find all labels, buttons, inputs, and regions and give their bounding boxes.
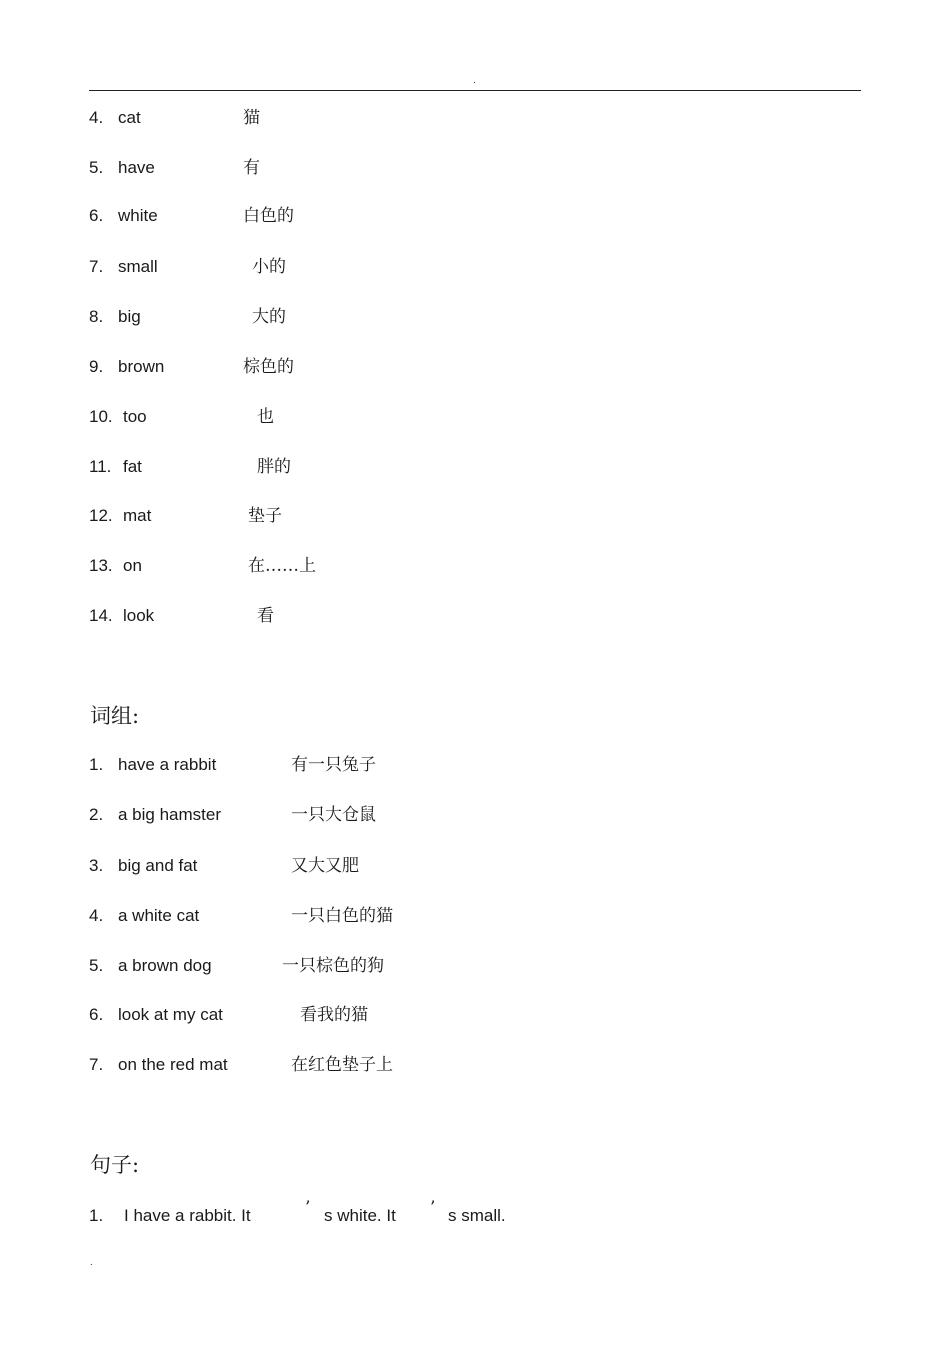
phrase-english: big and fat <box>118 856 198 875</box>
phrase-number: 1. <box>89 755 104 774</box>
phrase-row <box>0 803 950 827</box>
phrase-english: on the red mat <box>118 1055 228 1074</box>
phrase-english: a brown dog <box>118 956 212 975</box>
phrase-chinese: 一只白色的猫 <box>291 906 393 926</box>
word-row <box>0 255 950 279</box>
sentence-number: 1. <box>89 1206 104 1225</box>
word-number: 7. <box>89 257 104 276</box>
sentences-heading: 句子: <box>90 1153 140 1177</box>
sentence-part: s white. It <box>324 1206 396 1225</box>
word-english: small <box>118 257 158 276</box>
phrase-chinese: 有一只兔子 <box>291 755 376 775</box>
word-chinese: 胖的 <box>257 457 291 477</box>
word-number: 11. <box>89 457 112 476</box>
word-chinese: 也 <box>257 407 274 427</box>
phrase-chinese: 在红色垫子上 <box>291 1055 393 1075</box>
word-english: look <box>123 606 155 625</box>
sentence-row <box>0 1198 950 1228</box>
word-row <box>0 204 950 228</box>
phrase-row <box>0 904 950 928</box>
word-number: 14. <box>89 606 113 625</box>
word-english: brown <box>118 357 165 376</box>
word-row <box>0 305 950 329</box>
word-number: 13. <box>89 556 113 575</box>
phrase-row <box>0 1053 950 1077</box>
word-english: fat <box>123 457 142 476</box>
phrase-row <box>0 954 950 978</box>
phrase-english: look at my cat <box>118 1005 223 1024</box>
word-chinese: 大的 <box>252 307 286 327</box>
phrase-row <box>0 753 950 777</box>
phrase-number: 4. <box>89 906 104 925</box>
word-number: 6. <box>89 206 104 225</box>
word-chinese: 小的 <box>252 257 286 277</box>
phrase-chinese: 看我的猫 <box>300 1005 368 1025</box>
word-english: white <box>118 206 158 225</box>
word-row <box>0 554 950 578</box>
word-row <box>0 156 950 180</box>
sentence-part: I have a rabbit. It <box>124 1206 251 1225</box>
word-row <box>0 355 950 379</box>
word-english: cat <box>118 108 141 127</box>
phrase-row <box>0 854 950 878</box>
phrase-number: 5. <box>89 956 104 975</box>
header-rule <box>89 90 861 91</box>
sentence-part: s small. <box>448 1206 506 1225</box>
word-row <box>0 455 950 479</box>
phrase-chinese: 一只大仓鼠 <box>291 805 376 825</box>
word-row <box>0 405 950 429</box>
sentence-apostrophe: ’ <box>430 1198 436 1218</box>
phrase-number: 3. <box>89 856 104 875</box>
word-number: 12. <box>89 506 113 525</box>
page-bottom-mark: . <box>90 1257 93 1268</box>
word-chinese: 猫 <box>243 108 260 128</box>
word-english: too <box>123 407 147 426</box>
page-top-mark: . <box>473 75 476 86</box>
word-english: on <box>123 556 142 575</box>
word-number: 8. <box>89 307 104 326</box>
phrase-chinese: 又大又肥 <box>291 856 359 876</box>
sentence-apostrophe: ’ <box>305 1198 311 1218</box>
phrase-number: 7. <box>89 1055 104 1074</box>
phrase-chinese: 一只棕色的狗 <box>282 956 384 976</box>
phrase-row <box>0 1003 950 1027</box>
word-row <box>0 106 950 130</box>
word-chinese: 有 <box>243 158 260 178</box>
word-english: have <box>118 158 155 177</box>
word-number: 10. <box>89 407 113 426</box>
word-chinese: 看 <box>257 606 274 626</box>
phrase-english: have a rabbit <box>118 755 217 774</box>
word-chinese: 垫子 <box>248 506 282 526</box>
phrase-number: 6. <box>89 1005 104 1024</box>
phrase-english: a white cat <box>118 906 200 925</box>
word-chinese: 白色的 <box>243 206 294 226</box>
word-row <box>0 504 950 528</box>
word-english: big <box>118 307 141 326</box>
phrase-number: 2. <box>89 805 104 824</box>
phrase-english: a big hamster <box>118 805 221 824</box>
word-row <box>0 604 950 628</box>
word-number: 9. <box>89 357 104 376</box>
word-chinese: 在……上 <box>248 556 316 576</box>
word-number: 5. <box>89 158 104 177</box>
phrases-heading: 词组: <box>90 704 140 728</box>
word-english: mat <box>123 506 152 525</box>
word-number: 4. <box>89 108 104 127</box>
word-chinese: 棕色的 <box>243 357 294 377</box>
